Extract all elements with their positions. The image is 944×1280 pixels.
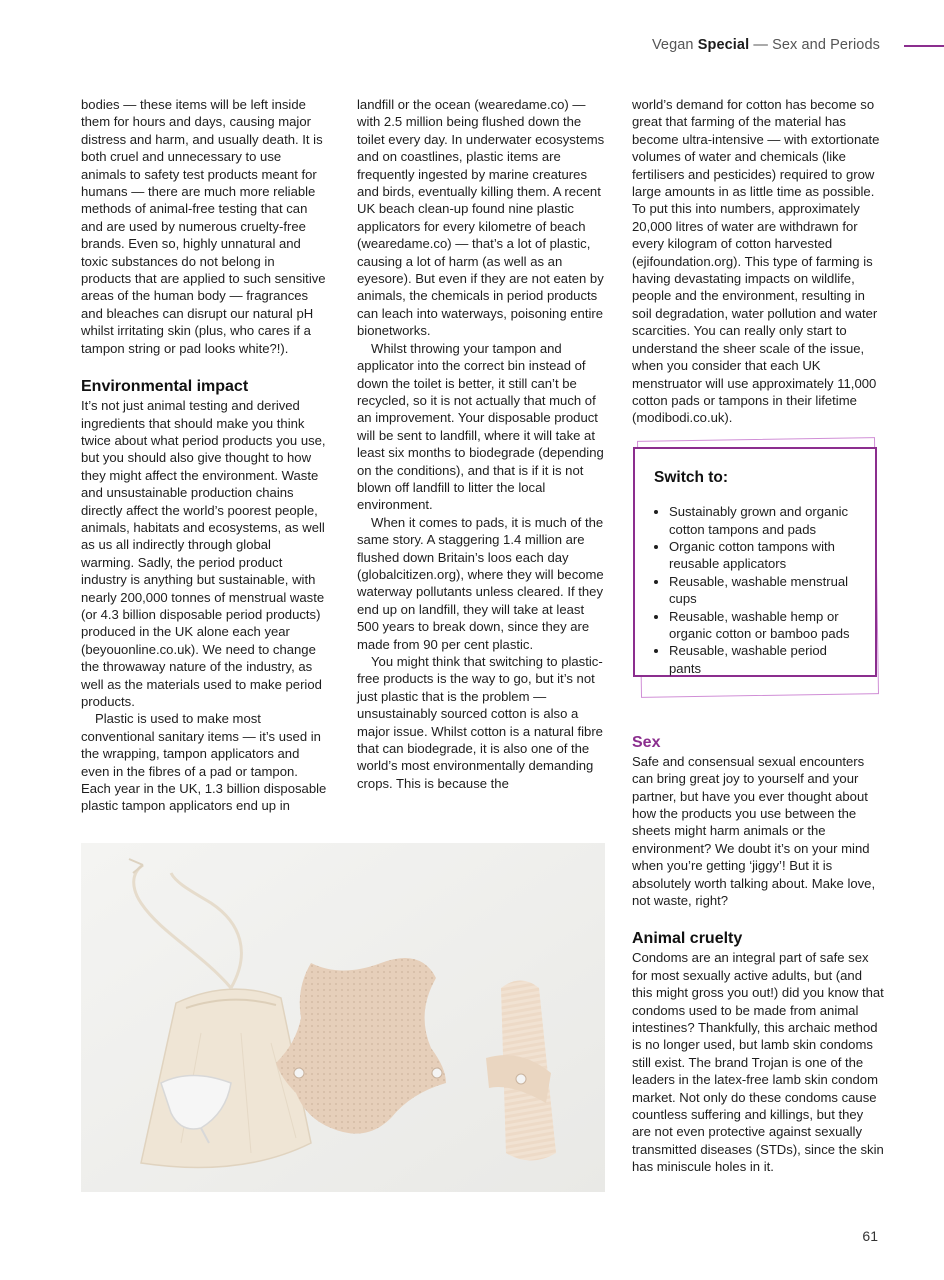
col3-paragraph-1: world’s demand for cotton has become so great that farming of the material has become ultra-intensive — with extortionate volumes of water and chemicals (like fertilisers and pesticides) required to grow large amounts in as little time as possible. To put this into numbers, approximately 20,000 litres of water are withdrawn for every kilogram of cotton harvested (ejifoundation.org). This type of farming is having devastating impacts on wildlife, people and the environment, resulting in soil degradation, water pollution and water scarcities. You can really only start to understand the sheer scale of the issue, when you consider that each UK menstruator will use approximately 11,000 cotton pads or tampons in their lifetime (modibodi.co.uk).	[632, 97, 880, 426]
col1-paragraph-1: bodies — these items will be left inside them for hours and days, causing major distress and harm, and usually death. It is both cruel and unnecessary to use animals to safety test products meant for humans — there are much more reliable methods of animal-free testing that can and are used by numerous cruelty-free brands. Even so, highly unnatural and toxic substances do not belong in products that are applied to such sensitive areas of the human body — fragrances and bleaches can disrupt our natural pH whilst irritating skin (plus, who cares if a tampon string or pad looks white?!).	[81, 97, 326, 356]
box-title: Switch to:	[654, 468, 729, 486]
col1-paragraph-2: It’s not just animal testing and derived ingredients that should make you think twice about what period products you use, but you should also give thought to how they might affect the environment. Waste and unsustainable production chains directly affect the world’s poorest people, animals, habitats and ecosystems, as well as us all indirectly through global warming. Sadly, the period product industry is anything but sustainable, with nearly 200,000 tonnes of menstrual waste (or 4.3 billion disposable period products) produced in the UK alone each year (beyouonline.co.uk). We need to change the throwaway nature of the industry, as well as the materials used to make period products.	[81, 398, 326, 709]
column-1	[81, 96, 327, 815]
header-suffix: — Sex and Periods	[753, 37, 880, 53]
list-item: • Reusable, washable hemp or organic cotton or bamboo pads	[669, 608, 861, 643]
running-header	[652, 37, 880, 53]
col1-paragraph-3: Plastic is used to make most conventional sanitary items — it’s used in the wrapping, tampon applicators and even in the fibres of a pad or tampon. Each year in the UK, 1.3 billion disposable plastic tampon applicators end up in	[81, 711, 327, 814]
column-2	[357, 96, 607, 792]
header-prefix: Vegan	[651, 37, 694, 53]
col2-paragraph-4: You might think that switching to plastic-free products is the way to go, but it’s not just plastic that is the problem — unsustainably sourced cotton is also a major issue. Whilst cotton is a natural fibre that can biodegrade, it is also one of the world’s most environmentally demanding crops. This is because the	[357, 654, 603, 791]
column-3	[632, 96, 884, 1176]
list-item: • Sustainably grown and organic cotton tampons and pads	[669, 503, 861, 538]
list-item: • Reusable, washable period pants	[669, 642, 861, 677]
sex-heading: Sex	[632, 733, 661, 751]
switch-list	[654, 503, 861, 677]
page-number: 61	[862, 1228, 878, 1244]
col2-paragraph-1: landfill or the ocean (wearedame.co) — with 2.5 million being flushed down the toilet every day. In underwater ecosystems and on coastlines, plastic items are frequently ingested by marine creatures and birds, eventually killing them. A recent UK beach clean-up found nine plastic applicators for every kilometre of beach (wearedame.co) — that’s a lot of plastic, causing a lot of harm (as well as an eyesore). But even if they are not eaten by animals, the chemicals in period products can leach into waterways, poisoning entire bionetworks.	[357, 97, 605, 339]
environmental-impact-heading: Environmental impact	[81, 378, 249, 396]
switch-to-box	[632, 439, 880, 707]
box-panel	[633, 447, 877, 677]
sex-paragraph: Safe and consensual sexual encounters can bring great joy to yourself and your partner, but have you ever thought about how the products you use between the sheets might harm animals or the environment? We doubt it’s on your mind when you’re getting ‘jiggy’! But it is absolutely worth talking about. Make love, not waste, right?	[632, 753, 876, 908]
header-accent-rule	[904, 45, 944, 47]
animal-cruelty-heading: Animal cruelty	[632, 930, 743, 948]
col2-paragraph-3: When it comes to pads, it is much of the same story. A staggering 1.4 million are flushed down Britain’s loos each day (globalcitizen.org), where they will become waterway pollutants unless cleared. If they end up on landfill, they will take at least 500 years to break down, since they are made from 90 per cent plastic.	[357, 514, 604, 652]
list-item: • Organic cotton tampons with reusable applicators	[669, 538, 861, 573]
col2-paragraph-2: Whilst throwing your tampon and applicator into the correct bin instead of down the toilet is better, it still can’t be recycled, so it is not actually that much of an improvement. Your disposable product will be sent to landfill, where it will take at least six months to biodegrade (depending on the conditions), and that is if it is not blown off landfill to litter the local environment.	[357, 340, 604, 513]
period-products-photo	[81, 843, 605, 1192]
animal-cruelty-paragraph: Condoms are an integral part of safe sex for most sexually active adults, but (and this might gross you out!) did you know that condoms used to be made from animal intestines? Thankfully, this archaic method is no longer used, but lamb skin condoms still exist. The brand Trojan is one of the leaders in the latex-free lamb skin condom market. Not only do these condoms cause countless suffering and killings, but they are not even protective against sexually transmitted diseases (STDs), since the skin has miniscule holes in it.	[632, 950, 884, 1175]
header-bold: Special	[697, 37, 750, 53]
list-item: • Reusable, washable menstrual cups	[669, 573, 861, 608]
photo-illustration	[81, 843, 605, 1192]
